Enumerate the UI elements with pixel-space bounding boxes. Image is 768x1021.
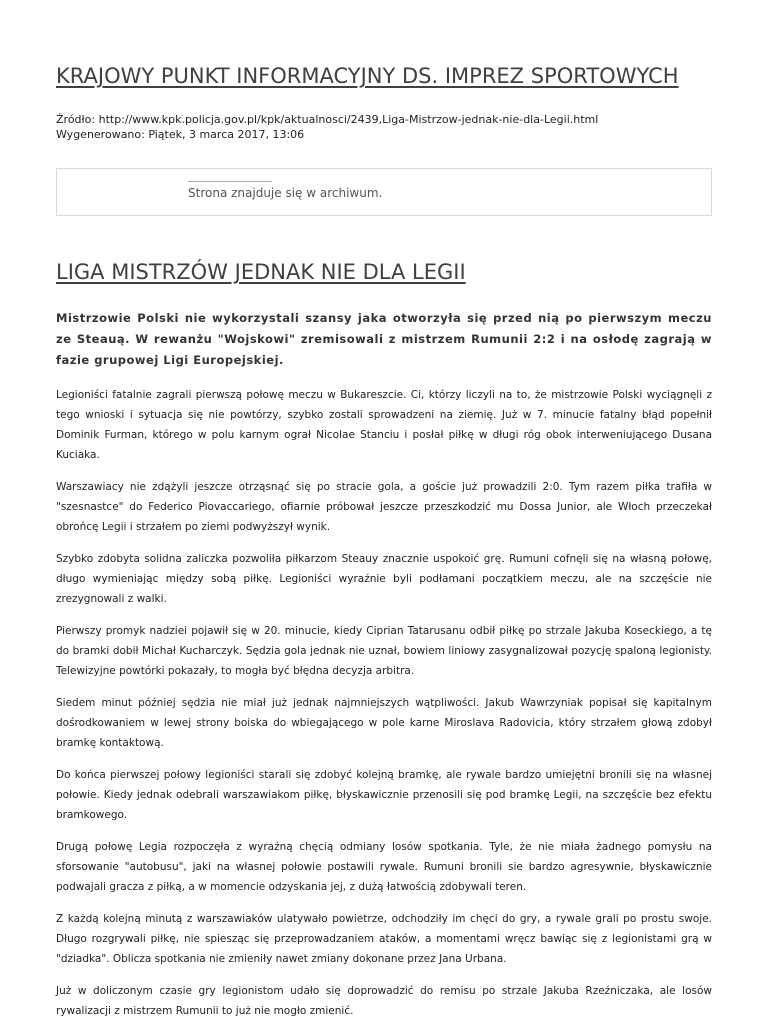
- article-title[interactable]: LIGA MISTRZÓW JEDNAK NIE DLA LEGII: [56, 260, 466, 284]
- meta-info: [56, 112, 712, 142]
- source-line: [56, 112, 712, 127]
- article-paragraph: Z każdą kolejną minutą z warszawiaków ulatywało powietrze, odchodziły im chęci do gry, a rywale grali po prostu swoje. Długo rozgrywali piłkę, nie spiesząc się przeprowadzaniem ataków, a momentami wręcz bawiąc się z legionistami grą w "dziadka". Oblicza spotkania nie zmieniły nawet zmiany dokonane przez Jana Urbana.: [56, 913, 712, 965]
- article-paragraph: Szybko zdobyta solidna zaliczka pozwoliła piłkarzom Steauy znacznie uspokoić grę. Rumuni cofnęli się na własną połowę, długo wymieniając między sobą piłkę. Legioniści wyraźnie byli podłamani początkiem meczu, ale na szczęście nie zrezygnowali z walki.: [56, 553, 712, 605]
- site-title[interactable]: KRAJOWY PUNKT INFORMACYJNY DS. IMPREZ SPORTOWYCH: [56, 64, 679, 88]
- article-paragraph: Siedem minut później sędzia nie miał już jednak najmniejszych wątpliwości. Jakub Wawrzyniak popisał się kapitalnym dośrodkowaniem w lewej strony boiska do wbiegającego w pole karne Miroslava Radovicia, który strzałem głową zdobył bramkę kontaktową.: [56, 697, 712, 749]
- article-paragraph: Legioniści fatalnie zagrali pierwszą połowę meczu w Bukareszcie. Ci, którzy liczyli na to, że mistrzowie Polski wyciągnęli z tego wnioski i sytuacja się nie powtórzy, szybko zostali sprowadzeni na ziemię. Już w 7. minucie fatalny błąd popełnił Dominik Furman, którego w polu karnym ograł Nicolae Stanciu i posłał piłkę w długi róg obok interweniującego Dusana Kuciaka.: [56, 389, 712, 461]
- article-paragraph: Pierwszy promyk nadziei pojawił się w 20. minucie, kiedy Ciprian Tatarusanu odbił piłkę po strzale Jakuba Koseckiego, a tę do bramki dobił Michał Kucharczyk. Sędzia gola jednak nie uznał, bowiem liniowy zasygnalizował pozycję spaloną legionisty. Telewizyjne powtórki pokazały, to mogła być błędna decyzja arbitra.: [56, 625, 712, 677]
- article-paragraph: Do końca pierwszej połowy legioniści starali się zdobyć kolejną bramkę, ale rywale bardzo umiejętni bronili się na własnej połowie. Kiedy jednak odebrali warszawiakom piłkę, błyskawicznie przenosili się pod bramkę Legii, na szczęście bez efektu bramkowego.: [56, 769, 712, 821]
- source-url[interactable]: http://www.kpk.policja.gov.pl/kpk/aktualnosci/2439,Liga-Mistrzow-jednak-nie-dla-Legii.html: [98, 113, 599, 126]
- article-lead: Mistrzowie Polski nie wykorzystali szansy jaka otworzyła się przed nią po pierwszym meczu ze Steauą. W rewanżu "Wojskowi" zremisowali z mistrzem Rumunii 2:2 i na osłodę zagrają w fazie grupowej Ligi Europejskiej.: [56, 311, 712, 367]
- archive-notice: Strona znajduje się w archiwum.: [188, 186, 383, 200]
- article-paragraph: Drugą połowę Legia rozpoczęła z wyraźną chęcią odmiany losów spotkania. Tyle, że nie miała żadnego pomysłu na sforsowanie "autobusu", jaki na własnej połowie postawili rywale. Rumuni bronili sie bardzo agresywnie, błyskawicznie podwajali gracza z piłką, a w momencie odzyskania jej, z dużą łatwością zdobywali teren.: [56, 841, 712, 893]
- article-paragraph: Już w doliczonym czasie gry legionistom udało się doprowadzić do remisu po strzale Jakuba Rzeźniczaka, ale losów rywalizacji z mistrzem Rumunii to już nie mogło zmienić.: [56, 985, 712, 1017]
- source-label: Źródło:: [56, 113, 96, 126]
- article-paragraph: Warszawiacy nie zdążyli jeszcze otrząsnąć się po stracie gola, a goście już prowadzili 2:0. Tym razem piłka trafiła w "szesnastce" do Federico Piovaccariego, ofiarnie próbował jeszcze przeszkodzić mu Dossa Junior, ale Włoch przeczekał obrońcę Legii i strzałem po ziemi podwyższył wynik.: [56, 481, 712, 533]
- generated-date: Wygenerowano: Piątek, 3 marca 2017, 13:06: [56, 128, 305, 141]
- archive-divider: [188, 181, 272, 182]
- archive-notice-box: [56, 168, 712, 216]
